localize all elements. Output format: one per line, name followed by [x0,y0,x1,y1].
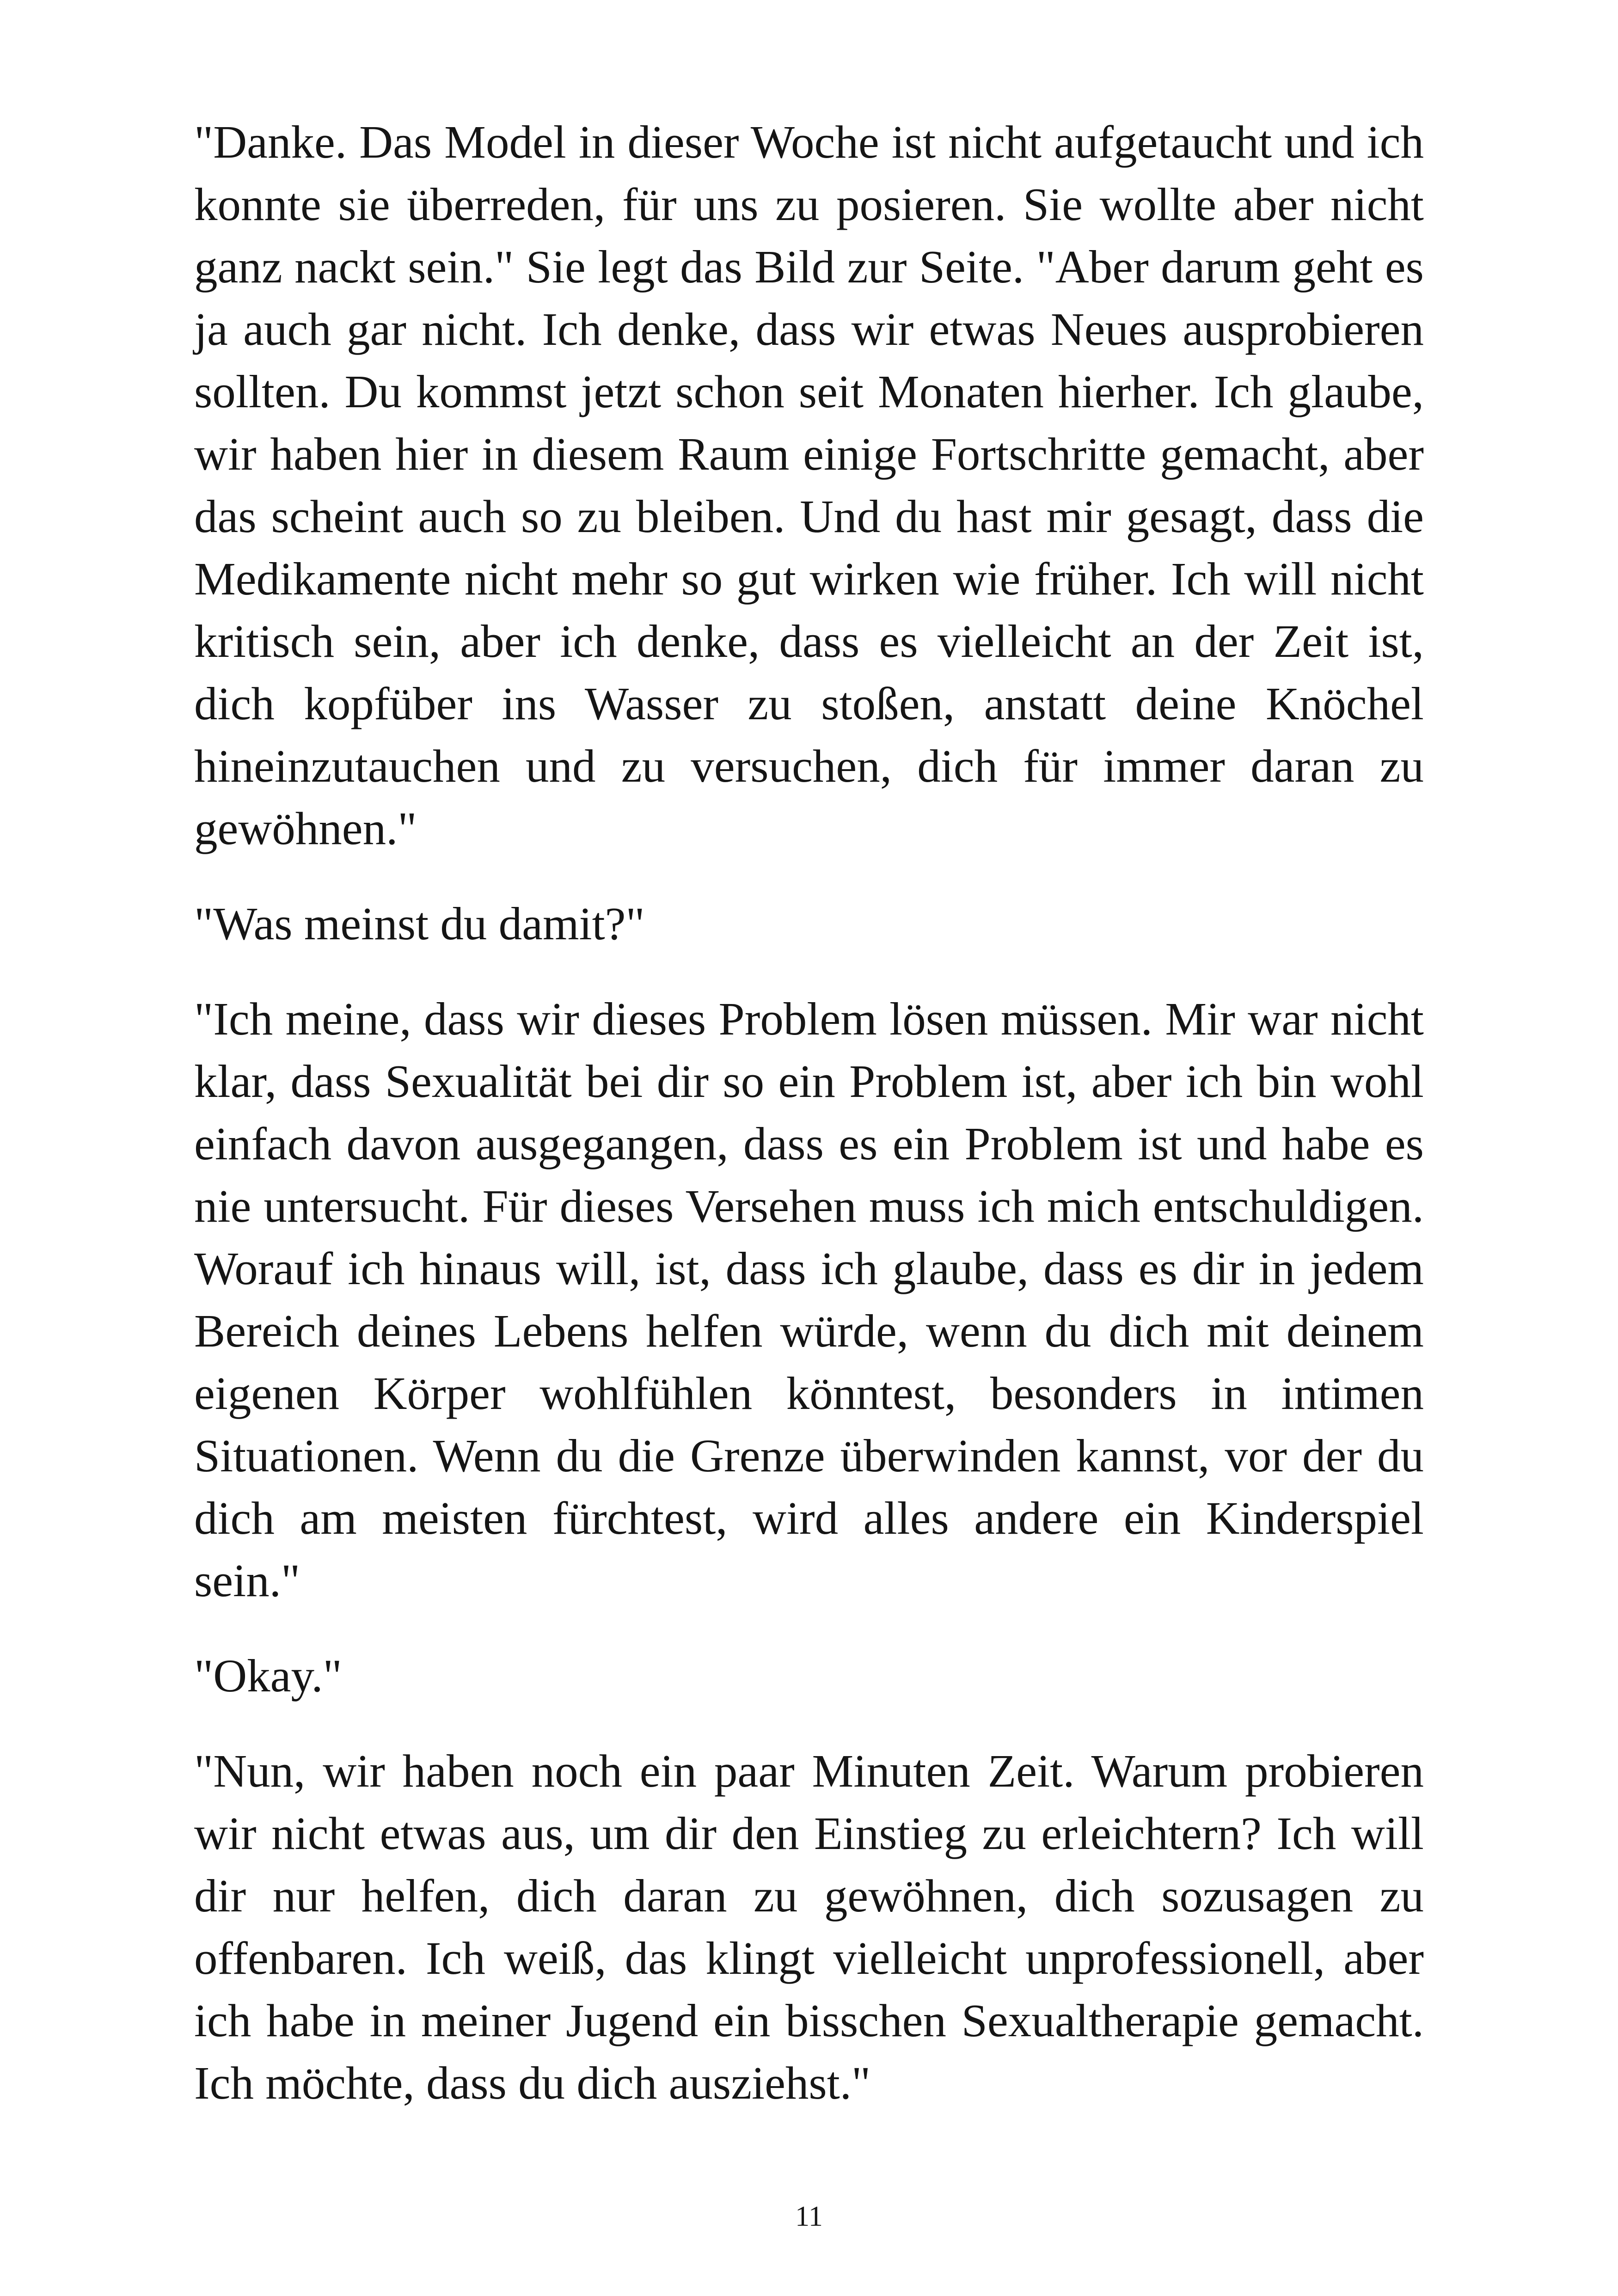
paragraph: "Was meinst du damit?" [194,898,645,949]
page-body [194,111,1424,2147]
paragraph: "Danke. Das Model in dieser Woche ist nicht aufgetaucht und ich konnte sie überreden, für uns zu posieren. Sie wollte aber nicht ganz nackt sein." Sie legt das Bild zur Seite. "Aber darum geht es ja auch gar nicht. Ich denke, dass wir etwas Neues ausprobieren sollten. Du kommst jetzt schon seit Monaten hierher. Ich glaube, wir haben hier in diesem Raum einige Fortschritte gemacht, aber das scheint auch so zu bleiben. Und du hast mir gesagt, dass die Medikamente nicht mehr so gut wirken wie früher. Ich will nicht kritisch sein, aber ich denke, dass es vielleicht an der Zeit ist, dich kopfüber ins Wasser zu stoßen, anstatt deine Knöchel hineinzutauchen und zu versuchen, dich für immer daran zu gewöhnen." [194,116,1424,854]
paragraph: "Okay." [194,1650,342,1702]
paragraph: "Nun, wir haben noch ein paar Minuten Zeit. Warum probieren wir nicht etwas aus, um dir den Einstieg zu erleichtern? Ich will dir nur helfen, dich daran zu gewöhnen, dich sozusagen zu offenbaren. Ich weiß, das klingt vielleicht unprofessionell, aber ich habe in meiner Jugend ein bisschen Sexualtherapie gemacht. Ich möchte, dass du dich ausziehst." [194,1745,1424,2109]
page-number: 11 [795,2201,823,2232]
paragraph: "Ich meine, dass wir dieses Problem lösen müssen. Mir war nicht klar, dass Sexualität bei dir so ein Problem ist, aber ich bin wohl einfach davon ausgegangen, dass es ein Problem ist und habe es nie untersucht. Für dieses Versehen muss ich mich entschuldigen. Worauf ich hinaus will, ist, dass ich glaube, dass es dir in jedem Bereich deines Lebens helfen würde, wenn du dich mit deinem eigenen Körper wohlfühlen könntest, besonders in intimen Situationen. Wenn du die Grenze überwinden kannst, vor der du dich am meisten fürchtest, wird alles andere ein Kinderspiel sein." [194,993,1424,1606]
